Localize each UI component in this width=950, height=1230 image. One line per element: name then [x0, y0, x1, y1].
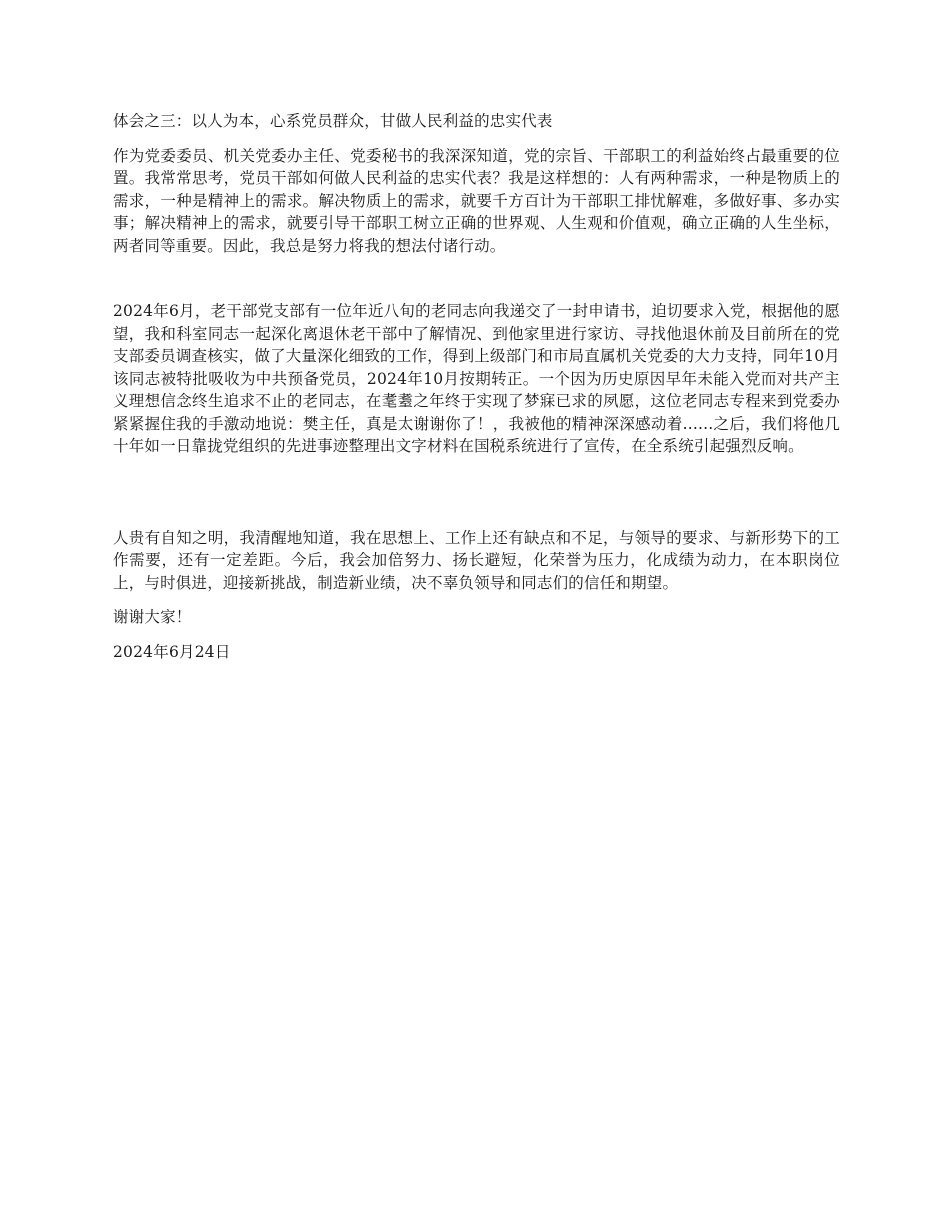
closing-thanks: 谢谢大家！: [113, 608, 192, 626]
section-heading: 体会之三：以人为本，心系党员群众，甘做人民利益的忠实代表: [113, 112, 553, 130]
paragraph-story: 2024年6月，老干部党支部有一位年近八旬的老同志向我递交了一封申请书，迫切要求入党，根据他的愿望，我和科室同志一起深化离退休老干部中了解情况、到他家里进行家访、寻找他退休前及目前所在的党支部委员调查核实，做了大量深化细致的工作，得到上级部门和市局直属机关党委的大力支持，同年10月该同志被特批吸收为中共预备党员，2024年10月按期转正。一个因为历史原因早年未能入党而对共产主义理想信念终生追求不止的老同志，在耄耋之年终于实现了梦寐已求的夙愿，这位老同志专程来到党委办紧紧握住我的手激动地说：樊主任，真是太谢谢你了！，我被他的精神深深感动着......之后，我们将他几十年如一日靠拢党组织的先进事迹整理出文字材料在国税系统进行了宣传，在全系统引起强烈反响。: [113, 302, 840, 455]
paragraph-duty: 作为党委委员、机关党委办主任、党委秘书的我深深知道，党的宗旨、干部职工的利益始终占最重要的位置。我常常思考，党员干部如何做人民利益的忠实代表？我是这样想的：人有两种需求，一种是物质上的需求，一种是精神上的需求。解决物质上的需求，就要千方百计为干部职工排忧解难，多做好事、多办实事；解决精神上的需求，就要引导干部职工树立正确的世界观、人生观和价值观，确立正确的人生坐标，两者同等重要。因此，我总是努力将我的想法付诸行动。: [113, 146, 840, 255]
document-page: [113, 110, 840, 663]
paragraph-reflection: 人贵有自知之明，我清醒地知道，我在思想上、工作上还有缺点和不足，与领导的要求、与新形势下的工作需要，还有一定差距。今后，我会加倍努力、扬长避短，化荣誉为压力，化成绩为动力，在本职岗位上，与时俱进，迎接新挑战，制造新业绩，决不辜负领导和同志们的信任和期望。: [113, 528, 840, 592]
closing-date: 2024年6月24日: [113, 642, 231, 661]
